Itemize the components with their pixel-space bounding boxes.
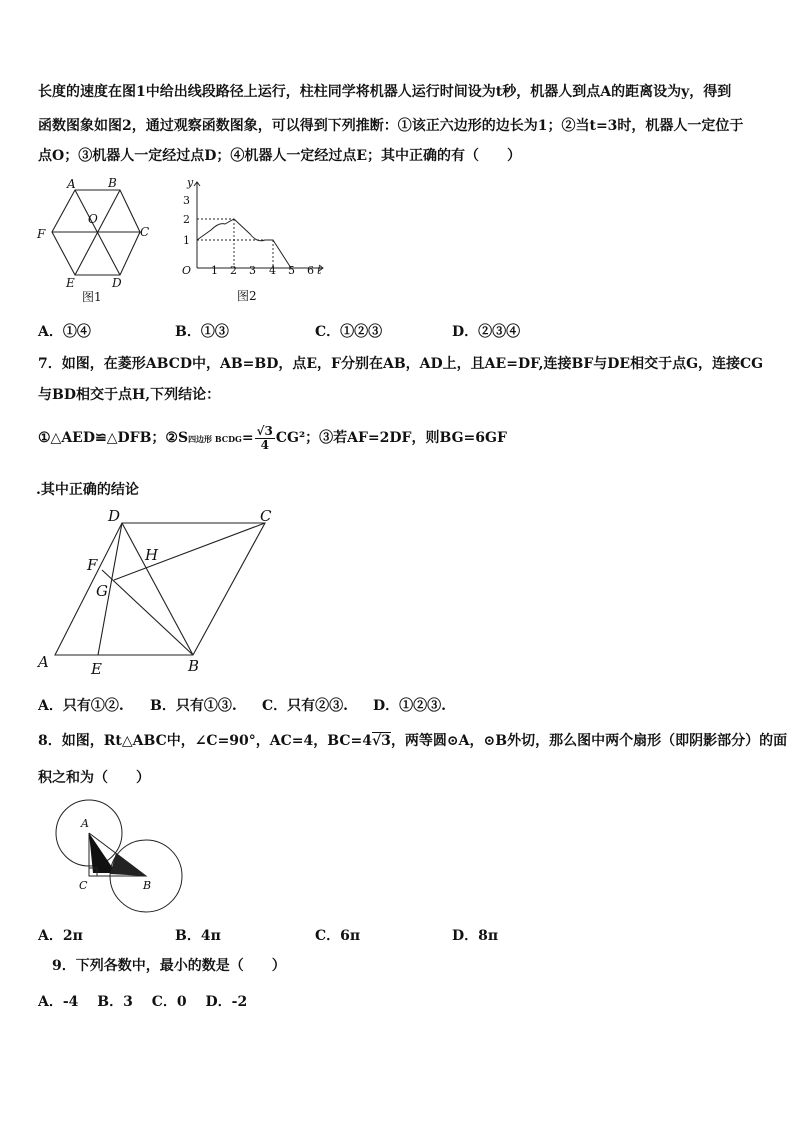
q7-label-b: B: [188, 657, 200, 675]
q6-line-2: 函数图象如图2，通过观察函数图象，可以得到下列推断：①该正六边形的边长为1；②当t=3时，机器人一定位于: [38, 118, 744, 134]
diagonal-bd: [122, 523, 193, 655]
q9-line-1: 9．下列各数中，最小的数是（ ）: [52, 958, 286, 974]
x-tick-4: 4: [269, 264, 276, 277]
x-tick-3: 3: [249, 264, 256, 277]
q7-option-c: C．只有②③.: [262, 698, 349, 714]
q9-options: A．-4 B．3 C．0 D．-2: [38, 994, 248, 1010]
q7-option-d: D．①②③.: [373, 698, 447, 714]
q7-label-e: E: [91, 660, 102, 678]
q7-area-subscript: 四边形 BCDG: [188, 434, 242, 444]
q6-figure-1-hexagon: [30, 175, 160, 310]
fig1-caption: 图1: [82, 290, 102, 304]
q7-label-f: F: [87, 556, 98, 574]
sector-a-shaded: [89, 833, 116, 873]
q7-label-a: A: [38, 653, 49, 671]
q7-option-a: A．只有①②.: [38, 698, 124, 714]
y-axis-label: y: [187, 176, 194, 189]
q6-line-3: 点O；③机器人一定经过点D；④机器人一定经过点E；其中正确的有（ ）: [38, 148, 522, 164]
y-tick-1: 1: [183, 234, 190, 247]
x-tick-6: 6: [307, 264, 314, 277]
fig1-label-f: F: [37, 227, 46, 241]
q8-sqrt3: √3: [371, 733, 391, 749]
q7-label-d: D: [108, 508, 121, 525]
q7-fraction-denominator: 4: [260, 437, 269, 452]
fig1-label-e: E: [66, 276, 75, 290]
q7-fraction-numerator: √3: [256, 423, 273, 438]
function-curve: [197, 219, 291, 268]
fig1-label-b: B: [108, 176, 117, 190]
q8-line-1: [38, 732, 787, 750]
fig1-label-a: A: [67, 177, 76, 191]
q7-conclusions: [38, 418, 507, 458]
x-tick-2: 2: [230, 264, 237, 277]
y-tick-2: 2: [183, 213, 190, 226]
q7-conclusion-part-1: ①△AED≌△DFB；②S: [38, 430, 189, 446]
q8-line-1a: 8．如图，Rt△ABC中，∠C=90°，AC=4，BC=4: [38, 733, 372, 749]
rhombus-abcd: [55, 523, 265, 655]
q8-option-a: A．2π: [38, 928, 83, 944]
q8-option-c: C．6π: [315, 928, 361, 944]
q8-label-b: B: [143, 879, 152, 892]
q7-figure-rhombus: [30, 508, 290, 683]
q6-option-b: B．①③: [175, 324, 229, 340]
q8-option-b: B．4π: [175, 928, 221, 944]
q7-line-1: 7．如图，在菱形ABCD中，AB=BD，点E，F分别在AB，AD上，且AE=DF,连接BF与DE相交于点G，连接CG: [38, 356, 764, 372]
q7-label-h: H: [145, 546, 159, 564]
q7-line-4: .其中正确的结论: [36, 482, 139, 498]
q8-line-1c: ，两等圆⊙A，⊙B外切，那么图中两个扇形（即阴影部分）的面: [390, 733, 788, 749]
q7-label-g: G: [96, 582, 108, 600]
q8-figure-circles: [40, 795, 190, 920]
segment-bf: [102, 570, 193, 655]
q7-fraction: [255, 425, 275, 452]
q7-option-b: B．只有①③.: [150, 698, 237, 714]
q7-equals: =: [241, 430, 254, 446]
q6-option-c: C．①②③: [315, 324, 383, 340]
q8-label-a: A: [81, 817, 89, 830]
q6-figure-2-graph: [175, 172, 335, 310]
x-tick-1: 1: [211, 264, 218, 277]
fig1-label-c: C: [140, 225, 150, 239]
q7-conclusion-part-2: CG²；③若AF=2DF，则BG=6GF: [275, 430, 507, 446]
fig1-label-d: D: [112, 276, 122, 290]
q6-option-a: A．①④: [38, 324, 91, 340]
fig2-caption: 图2: [237, 289, 257, 303]
x-axis-label: t: [317, 264, 322, 277]
q6-line-1: 长度的速度在图1中给出线段路径上运行，柱柱同学将机器人运行时间设为t秒，机器人到点A的距离设为y，得到: [38, 84, 732, 100]
x-tick-5: 5: [288, 264, 295, 277]
origin-label: O: [182, 264, 192, 277]
q7-label-c: C: [260, 508, 272, 525]
q8-line-2: 积之和为（ ）: [38, 770, 150, 786]
fig1-label-o: O: [88, 212, 98, 226]
q8-option-d: D．8π: [452, 928, 499, 944]
segment-cg: [114, 523, 265, 580]
q8-label-c: C: [79, 879, 88, 892]
q7-line-2: 与BD相交于点H,下列结论：: [38, 387, 221, 403]
y-tick-3: 3: [183, 194, 190, 207]
q6-option-d: D．②③④: [452, 324, 521, 340]
